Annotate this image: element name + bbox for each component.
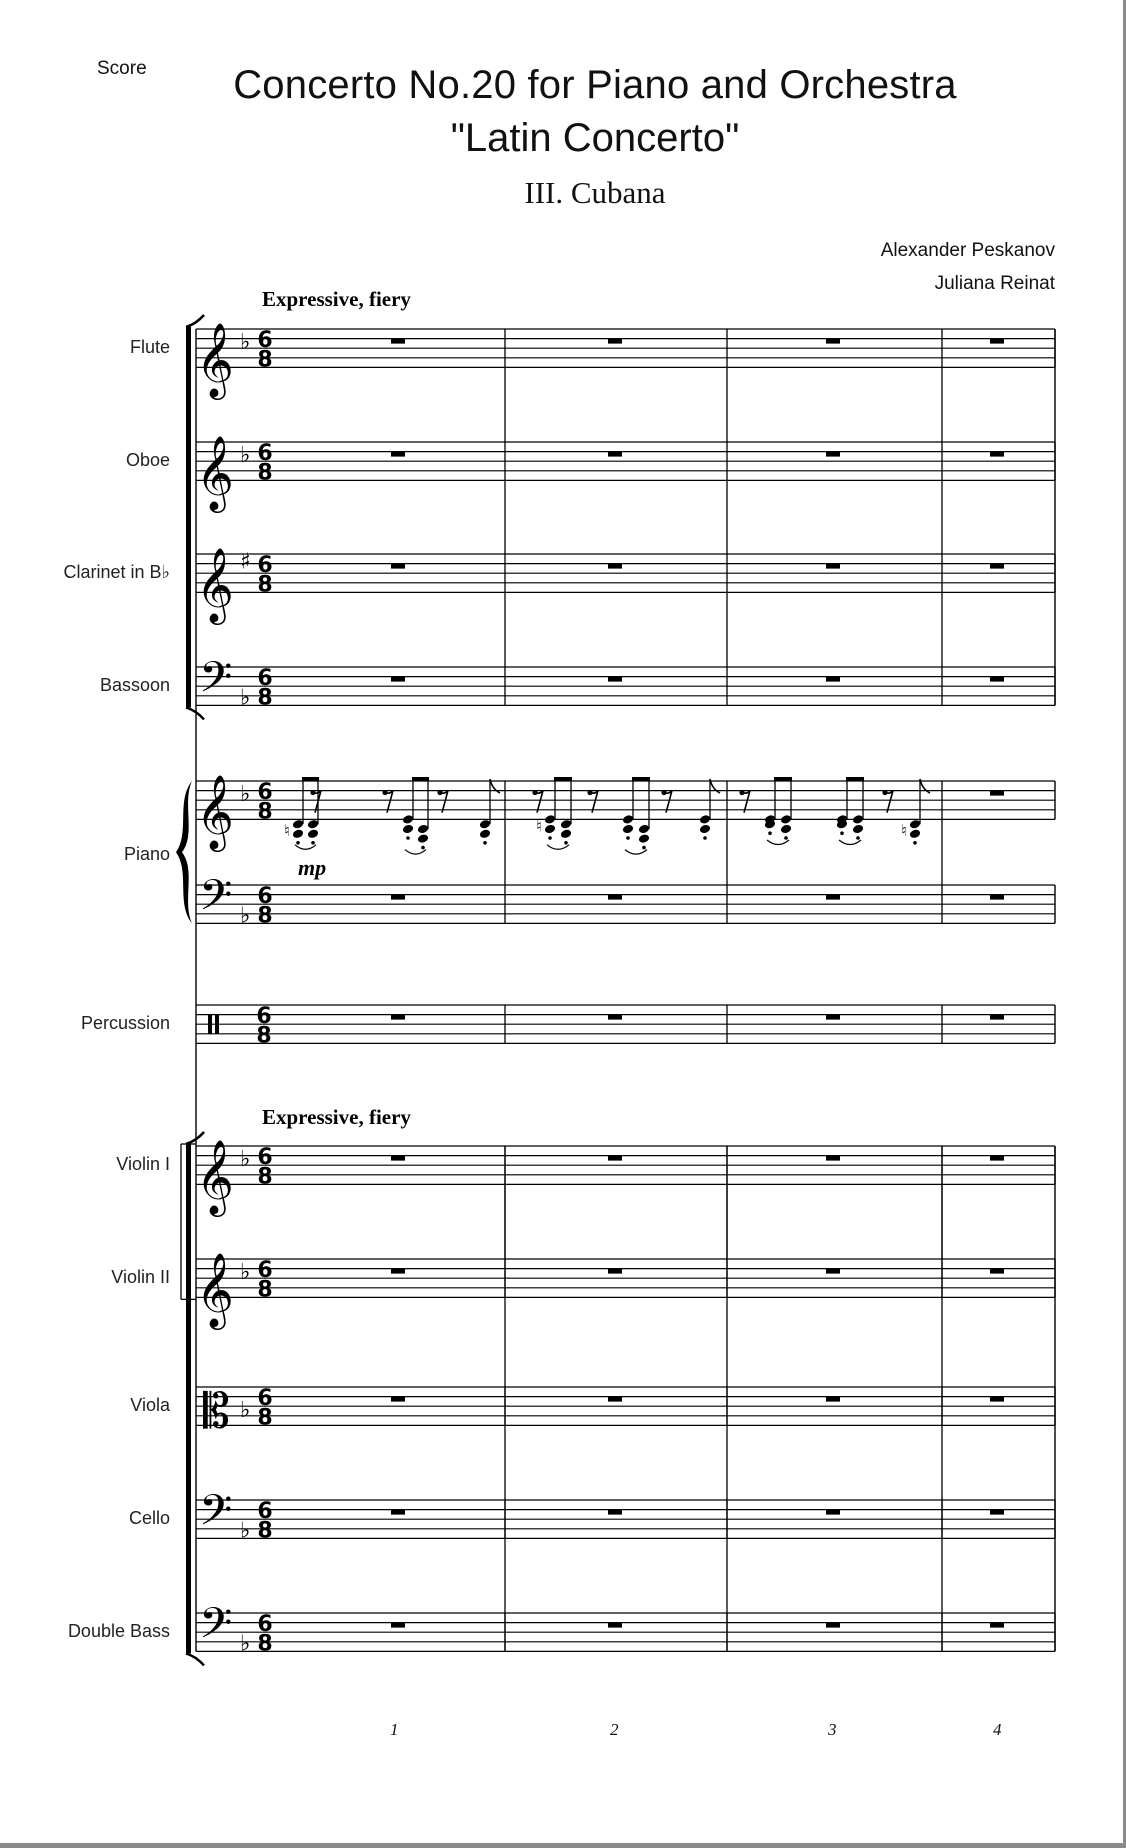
- dynamic-mp: mp: [298, 855, 327, 880]
- bracket-bar: [186, 327, 191, 707]
- staff-perc: [196, 1005, 1055, 1043]
- whole-rest-m4: [990, 1397, 1004, 1402]
- chord-note: [479, 819, 491, 830]
- whole-rest-m1: [391, 1623, 405, 1628]
- beamed-eighth-pair: [295, 777, 319, 849]
- staccato-dot: [913, 841, 917, 845]
- whole-rest-m2: [608, 1623, 622, 1628]
- time-signature-denominator: 8: [257, 685, 273, 711]
- staff-flute: [196, 329, 1055, 367]
- treble-clef-icon: 𝄞: [196, 775, 234, 850]
- whole-rest-m2: [608, 339, 622, 344]
- staccato-dot: [548, 836, 552, 840]
- treble-clef-icon: 𝄞: [196, 436, 234, 511]
- treble-clef-icon: 𝄞: [196, 1140, 234, 1215]
- title-line-1: Concerto No.20 for Piano and Orchestra: [233, 63, 957, 107]
- score-label: Score: [97, 58, 147, 79]
- time-signature-denominator: 8: [257, 1164, 273, 1190]
- staccato-dot: [483, 841, 487, 845]
- time-signature-denominator: 8: [257, 347, 273, 373]
- staff-clarinet: [196, 554, 1055, 592]
- composer-name: Alexander Peskanov: [880, 240, 1055, 261]
- beam: [846, 777, 864, 781]
- tempo-marking-top: Expressive, fiery: [262, 287, 411, 311]
- time-signature-denominator: 8: [257, 1277, 273, 1303]
- time-signature-denominator: 8: [257, 460, 273, 486]
- beamed-eighth-pair: [839, 777, 864, 845]
- natural-accidental: ♮: [536, 816, 542, 836]
- instrument-name-percussion: Percussion: [80, 1013, 170, 1033]
- beam: [302, 777, 319, 781]
- chord-note: [622, 814, 634, 825]
- beam: [632, 777, 650, 781]
- chord-note: [307, 828, 319, 839]
- whole-rest-m2: [608, 564, 622, 569]
- treble-clef-icon: 𝄞: [196, 1253, 234, 1328]
- beam: [412, 777, 429, 781]
- staccato-dot: [768, 831, 772, 835]
- whole-rest-m3: [826, 1015, 840, 1020]
- treble-clef-icon: 𝄞: [196, 548, 234, 623]
- staff-vln2: [196, 1259, 1055, 1297]
- key-flat-icon: ♭: [240, 685, 251, 711]
- staccato-dot: [421, 846, 425, 850]
- slur: [547, 845, 569, 850]
- staff-cello: [196, 1500, 1055, 1538]
- instrument-name-viola: Viola: [130, 1395, 170, 1415]
- alto-clef-icon: 𝄡: [203, 1383, 230, 1440]
- whole-rest-m1: [391, 1510, 405, 1515]
- staff-dbass: [196, 1613, 1055, 1651]
- tempo-marking-strings: Expressive, fiery: [262, 1105, 411, 1129]
- staccato-dot: [856, 836, 860, 840]
- bracket-bar: [186, 1144, 191, 1653]
- whole-rest-m4: [990, 1269, 1004, 1274]
- time-signature-numerator: 6: [257, 1258, 273, 1284]
- staccato-dot: [840, 831, 844, 835]
- instrument-name-violin-2: Violin II: [111, 1267, 170, 1287]
- chord-note: [292, 828, 304, 839]
- measure-number-3: 3: [828, 1720, 837, 1739]
- whole-rest-m4: [990, 564, 1004, 569]
- instrument-name-violin-1: Violin I: [116, 1154, 170, 1174]
- instrument-name-double-bass: Double Bass: [67, 1621, 170, 1641]
- staff-pianoL: [196, 885, 1055, 923]
- whole-rest-m4: [990, 1623, 1004, 1628]
- chord-note: [780, 824, 792, 835]
- time-signature-numerator: 6: [257, 1612, 273, 1638]
- key-flat-icon: ♭: [240, 330, 251, 356]
- time-signature-numerator: 6: [257, 780, 273, 806]
- chord-note: [417, 833, 429, 844]
- whole-rest-m4: [990, 677, 1004, 682]
- whole-rest-m2: [608, 452, 622, 457]
- bass-clef-icon: 𝄢: [199, 652, 233, 713]
- natural-accidental: ♮: [284, 821, 290, 841]
- key-flat-icon: ♭: [240, 1397, 251, 1423]
- whole-rest-m3: [826, 1156, 840, 1161]
- staccato-dot: [311, 841, 315, 845]
- chord-note: [852, 824, 864, 835]
- staff-viola: [196, 1387, 1055, 1425]
- time-signature-numerator: 6: [257, 328, 273, 354]
- time-signature-denominator: 8: [257, 1518, 273, 1544]
- movement-title: III. Cubana: [524, 175, 666, 210]
- whole-rest-m3: [826, 1397, 840, 1402]
- chord-note: [544, 814, 556, 825]
- arranger-name: Juliana Reinat: [934, 273, 1055, 294]
- chord-note: [544, 824, 556, 835]
- whole-rest-m4: [990, 1510, 1004, 1515]
- staccato-dot: [564, 841, 568, 845]
- beam: [554, 777, 572, 781]
- key-flat-icon: ♭: [240, 903, 251, 929]
- whole-rest-m3: [826, 339, 840, 344]
- instrument-name-bassoon: Bassoon: [99, 675, 170, 695]
- staff-oboe: [196, 442, 1055, 480]
- instrument-name-oboe: Oboe: [125, 450, 170, 470]
- whole-rest-m4: [990, 791, 1004, 796]
- chord-note: [402, 824, 414, 835]
- slur: [405, 850, 426, 855]
- time-signature-numerator: 6: [257, 441, 273, 467]
- percussion-clef-icon: [215, 1015, 219, 1034]
- chord-note: [402, 814, 414, 825]
- whole-rest-m1: [391, 1156, 405, 1161]
- beam: [774, 777, 792, 781]
- key-flat-icon: ♭: [240, 443, 251, 469]
- whole-rest-m4: [990, 1156, 1004, 1161]
- whole-rest-m3: [826, 1269, 840, 1274]
- whole-rest-m2: [608, 677, 622, 682]
- instrument-name-flute: Flute: [129, 337, 170, 357]
- staff-pianoR: [196, 781, 1055, 819]
- whole-rest-m4: [990, 452, 1004, 457]
- beamed-eighth-pair: [767, 777, 792, 845]
- time-signature-numerator: 6: [256, 1004, 272, 1030]
- chord-note: [699, 824, 711, 835]
- key-flat-icon: ♭: [240, 1147, 251, 1173]
- time-signature-numerator: 6: [257, 1145, 273, 1171]
- whole-rest-m2: [608, 1397, 622, 1402]
- bass-clef-icon: 𝄢: [199, 1485, 233, 1546]
- time-signature-numerator: 6: [257, 1499, 273, 1525]
- whole-rest-m1: [391, 564, 405, 569]
- instrument-name-cello: Cello: [128, 1508, 170, 1528]
- chord-note: [909, 828, 921, 839]
- slur: [767, 840, 789, 845]
- time-signature-denominator: 8: [256, 1023, 272, 1049]
- time-signature-numerator: 6: [257, 884, 273, 910]
- whole-rest-m2: [608, 1269, 622, 1274]
- time-signature-denominator: 8: [257, 903, 273, 929]
- whole-rest-m2: [608, 1510, 622, 1515]
- chord-note: [638, 824, 650, 835]
- chord-note: [417, 824, 429, 835]
- whole-rest-m1: [391, 1015, 405, 1020]
- chord-note: [560, 819, 572, 830]
- chord-note: [638, 833, 650, 844]
- percussion-clef-icon: [208, 1015, 212, 1034]
- chord-note: [852, 814, 864, 825]
- whole-rest-m1: [391, 895, 405, 900]
- treble-clef-icon: 𝄞: [196, 323, 234, 398]
- staccato-dot: [626, 836, 630, 840]
- whole-rest-m3: [826, 895, 840, 900]
- chord-note: [479, 828, 491, 839]
- time-signature-numerator: 6: [257, 666, 273, 692]
- slur: [295, 845, 316, 850]
- piano-brace-icon: [176, 781, 192, 923]
- slur: [625, 850, 647, 855]
- staff-bassoon: [196, 667, 1055, 705]
- staccato-dot: [784, 836, 788, 840]
- chord-note: [622, 824, 634, 835]
- chord-note: [307, 819, 319, 830]
- bass-clef-icon: 𝄢: [199, 1598, 233, 1659]
- whole-rest-m1: [391, 1397, 405, 1402]
- natural-accidental: ♮: [901, 821, 907, 841]
- key-flat-icon: ♭: [240, 1260, 251, 1286]
- beamed-eighth-pair: [547, 777, 572, 849]
- instrument-name-piano: Piano: [123, 844, 170, 864]
- whole-rest-m4: [990, 1015, 1004, 1020]
- time-signature-denominator: 8: [257, 1405, 273, 1431]
- staccato-dot: [642, 846, 646, 850]
- whole-rest-m3: [826, 677, 840, 682]
- instrument-name-clarinet: Clarinet in B♭: [63, 562, 170, 582]
- chord-note: [909, 819, 921, 830]
- whole-rest-m2: [608, 1156, 622, 1161]
- bass-clef-icon: 𝄢: [199, 870, 233, 931]
- staff-vln1: [196, 1146, 1055, 1184]
- time-signature-numerator: 6: [257, 1386, 273, 1412]
- whole-rest-m1: [391, 1269, 405, 1274]
- time-signature-numerator: 6: [257, 553, 273, 579]
- whole-rest-m1: [391, 677, 405, 682]
- whole-rest-m1: [391, 339, 405, 344]
- chord-note: [780, 814, 792, 825]
- staccato-dot: [703, 836, 707, 840]
- measure-number-2: 2: [610, 1720, 619, 1739]
- slur: [839, 840, 861, 845]
- whole-rest-m1: [391, 452, 405, 457]
- whole-rest-m3: [826, 1623, 840, 1628]
- key-flat-icon: ♭: [240, 782, 251, 808]
- whole-rest-m4: [990, 895, 1004, 900]
- measure-number-1: 1: [390, 1720, 399, 1739]
- whole-rest-m2: [608, 1015, 622, 1020]
- chord-note: [560, 828, 572, 839]
- time-signature-denominator: 8: [257, 1631, 273, 1657]
- whole-rest-m3: [826, 1510, 840, 1515]
- chord-note: [292, 819, 304, 830]
- staccato-dot: [406, 836, 410, 840]
- whole-rest-m3: [826, 452, 840, 457]
- time-signature-denominator: 8: [257, 572, 273, 598]
- title-line-2: "Latin Concerto": [450, 116, 740, 160]
- key-sharp-icon: ♯: [240, 549, 251, 575]
- whole-rest-m4: [990, 339, 1004, 344]
- measure-number-4: 4: [993, 1720, 1002, 1739]
- chord-note: [699, 814, 711, 825]
- key-flat-icon: ♭: [240, 1631, 251, 1657]
- staccato-dot: [296, 841, 300, 845]
- key-flat-icon: ♭: [240, 1518, 251, 1544]
- whole-rest-m3: [826, 564, 840, 569]
- whole-rest-m2: [608, 895, 622, 900]
- time-signature-denominator: 8: [257, 799, 273, 825]
